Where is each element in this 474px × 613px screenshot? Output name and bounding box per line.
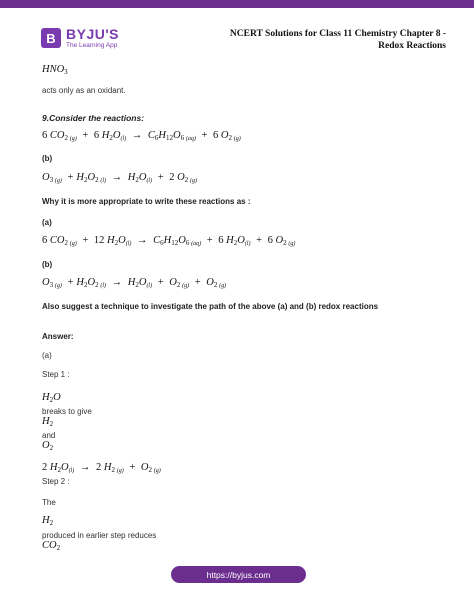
logo-tagline: The Learning App: [66, 42, 118, 49]
the-text: The: [42, 498, 56, 507]
byjus-logo: [41, 27, 119, 50]
formula-h2o: $H_2O$: [42, 392, 61, 404]
label-b: (b): [42, 154, 53, 163]
label-a2: (a): [42, 218, 52, 227]
question-9: 9.Consider the reactions:: [42, 113, 145, 123]
why-question: Why it is more appropriate to write these reactions as :: [42, 197, 251, 206]
top-accent-bar: [0, 0, 474, 8]
reaction-a-rewritten: 6 $CO_{2 (g)} + 12$ $H_2O_{(l)} \to C_6H_{12}O_{6 (aq)} + 6$ $H_2O_{(l)} + 6$ $O_{2 (g)}$: [42, 235, 296, 247]
formula-h2: $H_2$: [42, 416, 54, 428]
label-b2: (b): [42, 260, 53, 269]
formula-o2: $O_2$: [42, 440, 54, 452]
step-2-label: Step 2 :: [42, 477, 70, 486]
breaks-text: breaks to give: [42, 407, 92, 416]
and-text: and: [42, 431, 56, 440]
prev-answer-text: acts only as an oxidant.: [42, 86, 126, 95]
page-title: NCERT Solutions for Class 11 Chemistry Chapter 8 - Redox Reactions: [229, 29, 446, 51]
reaction-b-rewritten: $O_{3 (g)} + H_2O_{2 (l)} \to H_2O_{(l)} + O_{2 (g)} + O_{2 (g)}$: [42, 277, 227, 289]
formula-co2: $CO_2$: [42, 540, 61, 552]
reaction-b-original: $O_{3 (g)} + H_2O_{2 (l)} \to H_2O_{(l)} + 2$ $O_{2 (g)}$: [42, 172, 197, 184]
footer-url-pill[interactable]: https://byjus.com: [171, 566, 306, 583]
answer-part-a: (a): [42, 351, 52, 360]
reaction-a-original: 6 $CO_{2 (g)} + 6$ $H_2O_{(l)} \to C_6H_{12}O_{6 (aq)} + 6$ $O_{2 (g)}$: [42, 130, 241, 142]
reaction-step-1: 2 $H_2O_{(l)} \to 2$ $H_{2 (g)} + O_{2 (g)}$: [42, 462, 161, 474]
produced-text: produced in earlier step reduces: [42, 531, 157, 540]
formula-hno3: $HNO_3$: [42, 64, 68, 76]
suggest-question: Also suggest a technique to investigate the path of the above (a) and (b) redox reactions: [42, 302, 379, 311]
logo-brand-name: BYJU'S: [66, 26, 120, 42]
answer-heading: Answer:: [42, 332, 74, 341]
step-1-label: Step 1 :: [42, 370, 70, 379]
logo-badge-icon: B: [41, 28, 61, 48]
formula-h2-step2: $H_2$: [42, 515, 54, 527]
